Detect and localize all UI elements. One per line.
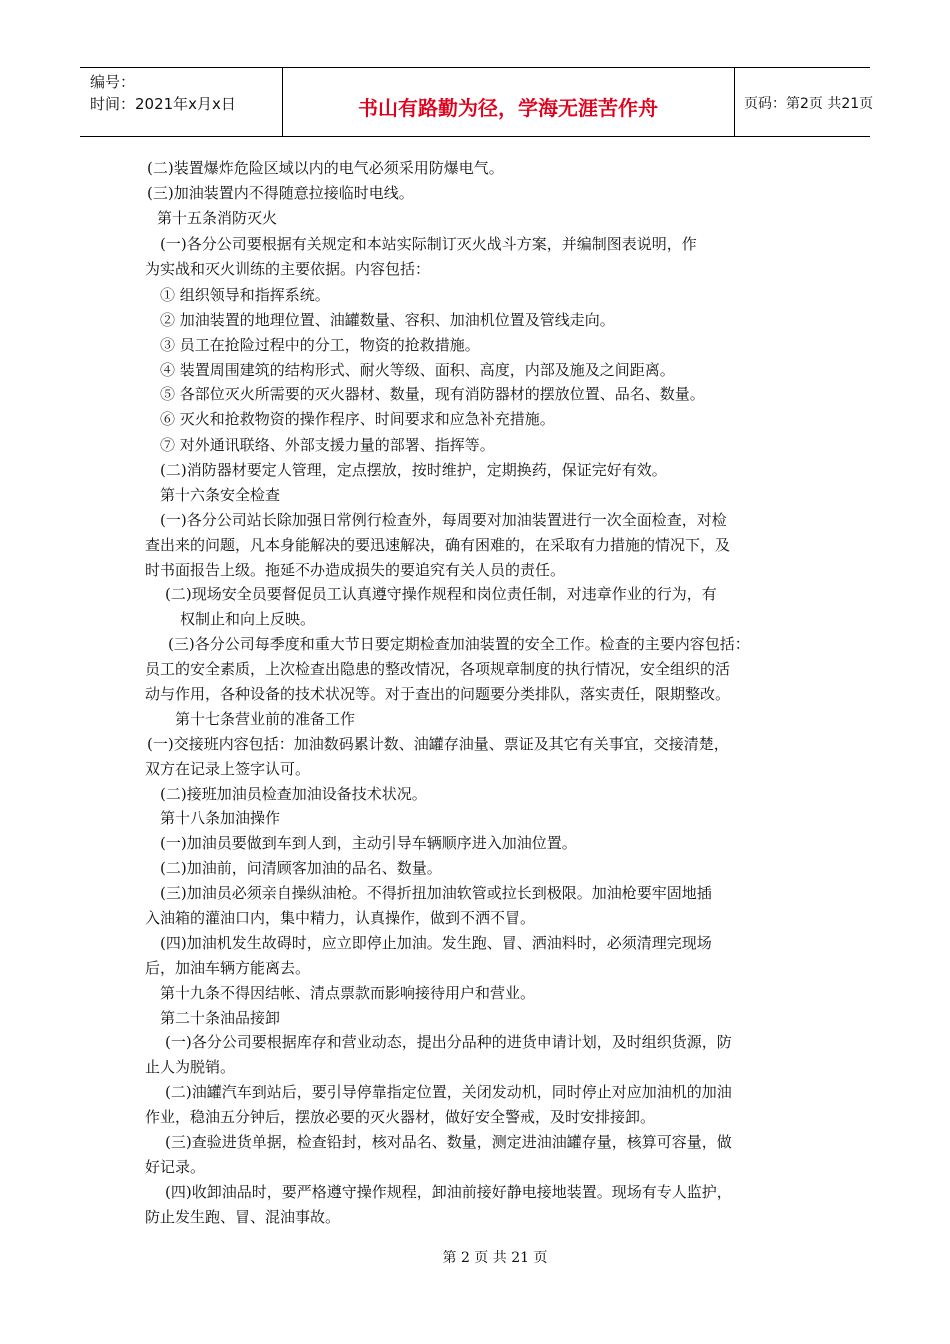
list-item: ⑥ 灭火和抢救物资的操作程序、时间要求和应急补充措施。: [160, 410, 555, 428]
article-heading: 第十七条营业前的准备工作: [175, 710, 356, 728]
body-line: 止人为脱销。: [145, 1058, 236, 1076]
body-line: (三)各分公司每季度和重大节日要定期检查加油装置的安全工作。检查的主要内容包括：: [168, 635, 750, 653]
body-line: 为实战和灭火训练的主要依据。内容包括：: [145, 260, 431, 278]
body-line: 权制止和向上反映。: [180, 610, 316, 628]
body-line: (四)加油机发生故碍时，应立即停止加油。发生跑、冒、洒油料时，必须清理完现场: [160, 934, 712, 952]
list-item: ③ 员工在抢险过程中的分工，物资的抢救措施。: [160, 336, 480, 354]
list-item: ⑦ 对外通讯联络、外部支援力量的部署、指挥等。: [160, 436, 495, 454]
body-line: (三)加油装置内不得随意拉接临时电线。: [147, 184, 414, 202]
body-line: (二)消防器材要定人管理，定点摆放，按时维护，定期换药，保证完好有效。: [160, 461, 667, 479]
body-line: (二)现场安全员要督促员工认真遵守操作规程和岗位责任制，对违章作业的行为，有: [165, 585, 717, 603]
body-line: (二)装置爆炸危险区域以内的电气必须采用防爆电气。: [147, 159, 504, 177]
body-line: (二)油罐汽车到站后，要引导停靠指定位置，关闭发动机，同时停止对应加油机的加油: [165, 1083, 732, 1101]
body-line: (二)加油前，问清顾客加油的品名、数量。: [160, 859, 442, 877]
list-item: ④ 装置周围建筑的结构形式、耐火等级、面积、高度，内部及施及之间距离。: [160, 361, 675, 379]
body-line: (一)交接班内容包括：加油数码累计数、油罐存油量、票证及其它有关事宜，交接清楚，: [147, 735, 729, 753]
body-line: 双方在记录上签字认可。: [145, 760, 311, 778]
body-line: (三)查验进货单据，检查铅封，核对品名、数量，测定进油油罐存量，核算可容量，做: [165, 1133, 732, 1151]
header-page-cell: [734, 68, 874, 136]
body-line: (一)各分公司站长除加强日常例行检查外，每周要对加油装置进行一次全面检查，对检: [160, 511, 727, 529]
body-line: 时书面报告上级。拖延不办造成损失的要追究有关人员的责任。: [145, 561, 566, 579]
body-line: (四)收卸油品时，要严格遵守操作规程，卸油前接好静电接地装置。现场有专人监护，: [165, 1183, 732, 1201]
article-heading: 第十五条消防灭火: [157, 209, 278, 227]
body-line: (一)加油员要做到车到人到，主动引导车辆顺序进入加油位置。: [160, 834, 577, 852]
body-line: (三)加油员必须亲自操纵油枪。不得折扭加油软管或拉长到极限。加油枪要牢固地插: [160, 884, 712, 902]
article-heading: 第十九条不得因结帐、清点票款而影响接待用户和营业。: [160, 984, 536, 1002]
list-item: ② 加油装置的地理位置、油罐数量、容积、加油机位置及管线走向。: [160, 311, 615, 329]
body-line: 防止发生跑、冒、混油事故。: [145, 1208, 341, 1226]
body-line: 作业，稳油五分钟后，摆放必要的灭火器材，做好安全警戒，及时安排接卸。: [145, 1108, 656, 1126]
page-footer: 第 2 页 共 21 页: [442, 1250, 548, 1266]
article-heading: 第二十条油品接卸: [160, 1009, 281, 1027]
body-line: 动与作用，各种设备的技术状况等。对于查出的问题要分类排队，落实责任，限期整改。: [145, 685, 731, 703]
list-item: ① 组织领导和指挥系统。: [160, 286, 330, 304]
number-label: 编号：: [90, 73, 136, 91]
time-label: 时间：2021年x月x日: [90, 95, 236, 113]
body-line: 员工的安全素质，上次检查出隐患的整改情况，各项规章制度的执行情况，安全组织的活: [145, 660, 731, 678]
header-motto-cell: [282, 68, 735, 136]
body-line: 入油箱的灌油口内，集中精力，认真操作，做到不洒不冒。: [145, 909, 536, 927]
body-line: (一)各分公司要根据库存和营业动态，提出分品种的进货申请计划，及时组织货源，防: [165, 1033, 732, 1051]
body-line: (一)各分公司要根据有关规定和本站实际制订灭火战斗方案，并编制图表说明，作: [160, 235, 697, 253]
motto-text: 书山有路勤为径，学海无涯苦作舟: [358, 96, 658, 120]
page-info: 页码：第2页 共21页: [744, 96, 874, 112]
page-header: [80, 67, 874, 137]
list-item: ⑤ 各部位灭火所需要的灭火器材、数量，现有消防器材的摆放位置、品名、数量。: [160, 385, 705, 403]
body-line: 后，加油车辆方能离去。: [145, 959, 311, 977]
article-heading: 第十八条加油操作: [160, 809, 281, 827]
body-line: 好记录。: [145, 1158, 206, 1176]
article-heading: 第十六条安全检查: [160, 486, 281, 504]
header-meta-cell: [80, 68, 283, 136]
body-line: (二)接班加油员检查加油设备技术状况。: [160, 785, 427, 803]
body-line: 查出来的问题，凡本身能解决的要迅速解决，确有困难的，在采取有力措施的情况下，及: [145, 536, 731, 554]
